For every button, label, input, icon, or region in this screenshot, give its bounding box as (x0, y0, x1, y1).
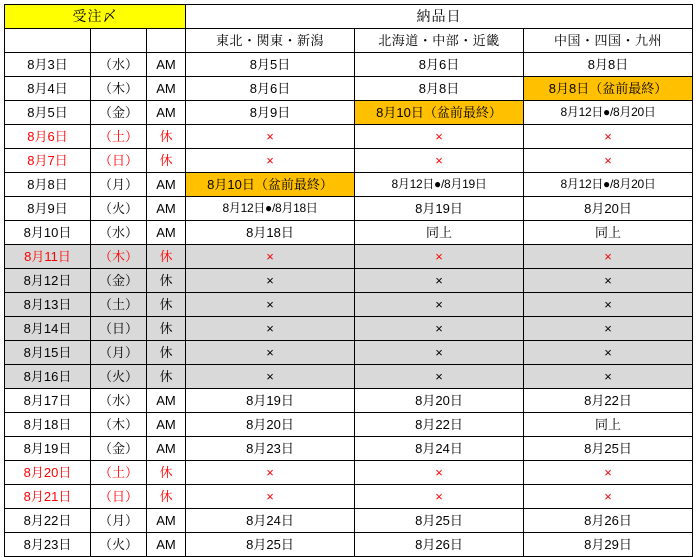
cell-day-of-week: （火） (91, 197, 147, 221)
cell-order-date: 8月9日 (5, 197, 91, 221)
cell-ampm-status: AM (147, 77, 186, 101)
cell-ampm-status: AM (147, 413, 186, 437)
cell-delivery-hokkaido-chubu-kinki: × (355, 461, 524, 485)
cell-ampm-status: AM (147, 173, 186, 197)
table-row (5, 269, 693, 293)
cell-delivery-hokkaido-chubu-kinki: 8月24日 (355, 437, 524, 461)
cell-day-of-week: （土） (91, 293, 147, 317)
cell-ampm-status: 休 (147, 365, 186, 389)
cell-delivery-hokkaido-chubu-kinki: × (355, 485, 524, 509)
cell-delivery-tohoku-kanto-niigata: × (186, 149, 355, 173)
table-row (5, 365, 693, 389)
table-body (5, 53, 693, 557)
cell-delivery-chugoku-shikoku-kyushu: × (524, 125, 693, 149)
cell-delivery-hokkaido-chubu-kinki: × (355, 341, 524, 365)
cell-order-date: 8月23日 (5, 533, 91, 557)
cell-order-date: 8月3日 (5, 53, 91, 77)
table-row (5, 173, 693, 197)
cell-order-date: 8月14日 (5, 317, 91, 341)
cell-delivery-tohoku-kanto-niigata: × (186, 125, 355, 149)
table-row (5, 461, 693, 485)
cell-delivery-tohoku-kanto-niigata: 8月23日 (186, 437, 355, 461)
cell-ampm-status: AM (147, 509, 186, 533)
cell-ampm-status: 休 (147, 341, 186, 365)
cell-day-of-week: （日） (91, 149, 147, 173)
cell-day-of-week: （火） (91, 533, 147, 557)
table-row (5, 125, 693, 149)
cell-ampm-status: 休 (147, 125, 186, 149)
cell-delivery-chugoku-shikoku-kyushu: × (524, 269, 693, 293)
header-spacer-ampm (147, 29, 186, 53)
cell-ampm-status: AM (147, 221, 186, 245)
cell-delivery-chugoku-shikoku-kyushu: × (524, 245, 693, 269)
cell-delivery-chugoku-shikoku-kyushu: 8月26日 (524, 509, 693, 533)
table-row (5, 437, 693, 461)
header-region-tohoku-kanto-niigata: 東北・関東・新潟 (186, 29, 355, 53)
header-row-regions (5, 29, 693, 53)
cell-day-of-week: （日） (91, 317, 147, 341)
cell-delivery-hokkaido-chubu-kinki: × (355, 269, 524, 293)
cell-delivery-chugoku-shikoku-kyushu: × (524, 461, 693, 485)
cell-delivery-chugoku-shikoku-kyushu: × (524, 293, 693, 317)
table-row (5, 101, 693, 125)
cell-delivery-hokkaido-chubu-kinki: × (355, 245, 524, 269)
header-row-top (5, 5, 693, 29)
cell-day-of-week: （金） (91, 269, 147, 293)
cell-ampm-status: 休 (147, 269, 186, 293)
cell-day-of-week: （木） (91, 245, 147, 269)
table-row (5, 197, 693, 221)
cell-day-of-week: （火） (91, 365, 147, 389)
cell-delivery-hokkaido-chubu-kinki: × (355, 125, 524, 149)
cell-day-of-week: （月） (91, 173, 147, 197)
cell-order-date: 8月18日 (5, 413, 91, 437)
cell-order-date: 8月11日 (5, 245, 91, 269)
cell-order-date: 8月16日 (5, 365, 91, 389)
cell-order-date: 8月21日 (5, 485, 91, 509)
cell-order-date: 8月13日 (5, 293, 91, 317)
table-row (5, 77, 693, 101)
cell-delivery-tohoku-kanto-niigata: × (186, 341, 355, 365)
cell-order-date: 8月8日 (5, 173, 91, 197)
cell-order-date: 8月20日 (5, 461, 91, 485)
table-row (5, 341, 693, 365)
cell-delivery-chugoku-shikoku-kyushu: 同上 (524, 221, 693, 245)
cell-delivery-hokkaido-chubu-kinki: 8月6日 (355, 53, 524, 77)
table-row (5, 53, 693, 77)
cell-day-of-week: （水） (91, 221, 147, 245)
cell-ampm-status: AM (147, 197, 186, 221)
table-header (5, 5, 693, 53)
cell-day-of-week: （月） (91, 341, 147, 365)
table-row (5, 149, 693, 173)
cell-delivery-tohoku-kanto-niigata: × (186, 365, 355, 389)
cell-ampm-status: 休 (147, 149, 186, 173)
cell-order-date: 8月4日 (5, 77, 91, 101)
cell-order-date: 8月12日 (5, 269, 91, 293)
cell-order-date: 8月17日 (5, 389, 91, 413)
cell-delivery-hokkaido-chubu-kinki: × (355, 365, 524, 389)
cell-delivery-chugoku-shikoku-kyushu: 8月29日 (524, 533, 693, 557)
delivery-schedule-table (4, 4, 693, 557)
cell-delivery-tohoku-kanto-niigata: 8月20日 (186, 413, 355, 437)
cell-day-of-week: （金） (91, 101, 147, 125)
cell-delivery-hokkaido-chubu-kinki: 8月22日 (355, 413, 524, 437)
cell-day-of-week: （金） (91, 437, 147, 461)
cell-day-of-week: （木） (91, 77, 147, 101)
cell-delivery-tohoku-kanto-niigata: 8月19日 (186, 389, 355, 413)
cell-delivery-hokkaido-chubu-kinki: 8月25日 (355, 509, 524, 533)
cell-delivery-hokkaido-chubu-kinki: 8月12日●/8月19日 (355, 173, 524, 197)
cell-delivery-hokkaido-chubu-kinki: 8月26日 (355, 533, 524, 557)
cell-delivery-tohoku-kanto-niigata: 8月6日 (186, 77, 355, 101)
header-region-hokkaido-chubu-kinki: 北海道・中部・近畿 (355, 29, 524, 53)
cell-delivery-chugoku-shikoku-kyushu: 8月12日●/8月20日 (524, 173, 693, 197)
cell-delivery-tohoku-kanto-niigata: 8月10日（盆前最終） (186, 173, 355, 197)
cell-delivery-hokkaido-chubu-kinki: 8月10日（盆前最終） (355, 101, 524, 125)
cell-delivery-tohoku-kanto-niigata: 8月25日 (186, 533, 355, 557)
cell-day-of-week: （水） (91, 53, 147, 77)
cell-delivery-tohoku-kanto-niigata: × (186, 269, 355, 293)
header-delivery-date: 納品日 (186, 5, 693, 29)
cell-ampm-status: AM (147, 533, 186, 557)
cell-delivery-chugoku-shikoku-kyushu: 8月8日 (524, 53, 693, 77)
cell-delivery-chugoku-shikoku-kyushu: 8月22日 (524, 389, 693, 413)
cell-delivery-tohoku-kanto-niigata: 8月9日 (186, 101, 355, 125)
cell-delivery-chugoku-shikoku-kyushu: 8月12日●/8月20日 (524, 101, 693, 125)
header-spacer-dow (91, 29, 147, 53)
cell-day-of-week: （木） (91, 413, 147, 437)
cell-delivery-chugoku-shikoku-kyushu: 8月8日（盆前最終） (524, 77, 693, 101)
header-order-deadline: 受注〆 (5, 5, 186, 29)
cell-delivery-tohoku-kanto-niigata: × (186, 293, 355, 317)
cell-delivery-tohoku-kanto-niigata: 8月18日 (186, 221, 355, 245)
table-row (5, 245, 693, 269)
table-row (5, 509, 693, 533)
cell-order-date: 8月19日 (5, 437, 91, 461)
cell-ampm-status: 休 (147, 245, 186, 269)
cell-ampm-status: 休 (147, 317, 186, 341)
cell-order-date: 8月6日 (5, 125, 91, 149)
cell-delivery-hokkaido-chubu-kinki: 8月20日 (355, 389, 524, 413)
cell-delivery-tohoku-kanto-niigata: 8月12日●/8月18日 (186, 197, 355, 221)
cell-delivery-tohoku-kanto-niigata: × (186, 461, 355, 485)
cell-order-date: 8月22日 (5, 509, 91, 533)
cell-delivery-tohoku-kanto-niigata: × (186, 317, 355, 341)
cell-delivery-tohoku-kanto-niigata: × (186, 245, 355, 269)
cell-delivery-tohoku-kanto-niigata: × (186, 485, 355, 509)
header-region-chugoku-shikoku-kyushu: 中国・四国・九州 (524, 29, 693, 53)
cell-delivery-chugoku-shikoku-kyushu: × (524, 317, 693, 341)
cell-day-of-week: （水） (91, 389, 147, 413)
cell-delivery-hokkaido-chubu-kinki: 8月8日 (355, 77, 524, 101)
cell-delivery-tohoku-kanto-niigata: 8月5日 (186, 53, 355, 77)
cell-order-date: 8月10日 (5, 221, 91, 245)
cell-ampm-status: AM (147, 389, 186, 413)
cell-delivery-chugoku-shikoku-kyushu: × (524, 341, 693, 365)
table-row (5, 317, 693, 341)
cell-delivery-chugoku-shikoku-kyushu: × (524, 365, 693, 389)
cell-day-of-week: （日） (91, 485, 147, 509)
cell-delivery-chugoku-shikoku-kyushu: × (524, 485, 693, 509)
cell-delivery-chugoku-shikoku-kyushu: 同上 (524, 413, 693, 437)
cell-order-date: 8月5日 (5, 101, 91, 125)
cell-delivery-hokkaido-chubu-kinki: × (355, 293, 524, 317)
cell-ampm-status: AM (147, 437, 186, 461)
cell-ampm-status: AM (147, 101, 186, 125)
cell-delivery-hokkaido-chubu-kinki: × (355, 317, 524, 341)
cell-order-date: 8月15日 (5, 341, 91, 365)
cell-ampm-status: 休 (147, 485, 186, 509)
cell-delivery-hokkaido-chubu-kinki: × (355, 149, 524, 173)
cell-delivery-hokkaido-chubu-kinki: 8月19日 (355, 197, 524, 221)
cell-delivery-chugoku-shikoku-kyushu: 8月25日 (524, 437, 693, 461)
cell-order-date: 8月7日 (5, 149, 91, 173)
cell-day-of-week: （土） (91, 461, 147, 485)
table-row (5, 413, 693, 437)
cell-delivery-hokkaido-chubu-kinki: 同上 (355, 221, 524, 245)
cell-ampm-status: AM (147, 53, 186, 77)
cell-delivery-tohoku-kanto-niigata: 8月24日 (186, 509, 355, 533)
header-spacer-date (5, 29, 91, 53)
cell-delivery-chugoku-shikoku-kyushu: × (524, 149, 693, 173)
table-row (5, 221, 693, 245)
table-row (5, 389, 693, 413)
cell-ampm-status: 休 (147, 293, 186, 317)
cell-day-of-week: （月） (91, 509, 147, 533)
table-row (5, 293, 693, 317)
cell-ampm-status: 休 (147, 461, 186, 485)
cell-day-of-week: （土） (91, 125, 147, 149)
cell-delivery-chugoku-shikoku-kyushu: 8月20日 (524, 197, 693, 221)
table-row (5, 485, 693, 509)
